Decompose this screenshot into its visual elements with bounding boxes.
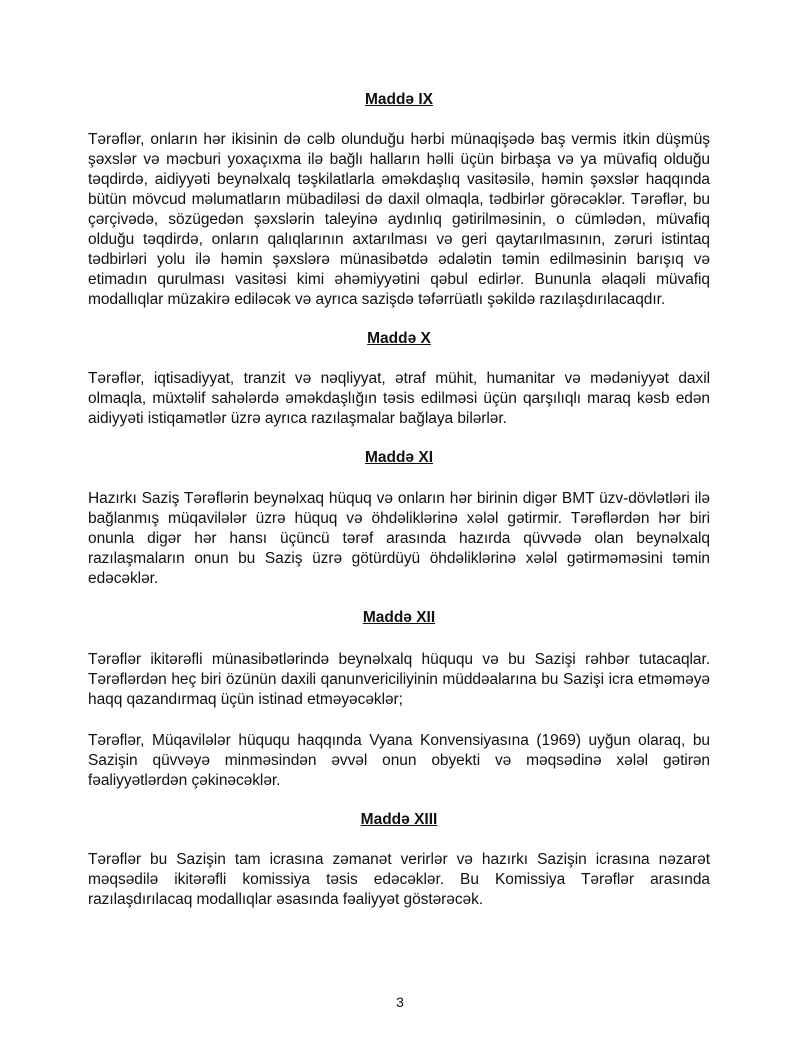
article-paragraph-ix: Tərəflər, onların hər ikisinin də cəlb olunduğu hərbi münaqişədə baş vermis itkin düşmüş şəxslər və məcburi yoxaçıxma ilə bağlı halların həlli üçün birbaşa və ya müvafiq olduğu təqdirdə, aidiyyəti beynəlxalq təşkilatlarla əməkdaşlıq vasitəsilə, həmin şəxslər haqqında bütün mövcud məlumatların mübadiləsi də daxil olmaqla, tədbirlər görəcəklər. Tərəflər, bu çərçivədə, sözügedən şəxslərin taleyinə aydınlıq gətirilməsinin, o cümlədən, müvafiq olduğu təqdirdə, onların qalıqlarının axtarılması və geri qaytarılmasının, zəruri istintaq tədbirləri yolu ilə həmin şəxslərə münasibətdə ədalətin təmin edilməsinin barışıq və etimadın qurulması vasitəsi kimi əhəmiyyətini qəbul edirlər. Bununla əlaqəli müvafiq modallıqlar müzakirə ediləcək və ayrıca sazişdə təfərrüatlı şəkildə razılaşdırılacaqdır.	[88, 131, 710, 308]
article-heading-xii: Maddə XII	[362, 609, 436, 626]
article-heading-xiii: Maddə XIII	[360, 811, 438, 828]
article-heading-xi: Maddə XI	[364, 449, 434, 466]
article-heading-x: Maddə X	[367, 330, 431, 347]
article-paragraph-x: Tərəflər, iqtisadiyyat, tranzit və nəqliyyat, ətraf mühit, humanitar və mədəniyyət daxil olmaqla, müxtəlif sahələrdə əməkdaşlığın təsis edilməsi üçün qarşılıqlı maraq kəsb edən aidiyyəti istiqamətlər üzrə ayrıca razılaşmalar bağlaya bilərlər.	[88, 370, 710, 427]
article-paragraph-xiii: Tərəflər bu Sazişin tam icrasına zəmanət verirlər və hazırkı Sazişin icrasına nəzarət məqsədilə ikitərəfli komissiya təsis edəcəklər. Bu Komissiya Tərəflər arasında razılaşdırılacaq modallıqlar əsasında fəaliyyət göstərəcək.	[88, 851, 710, 908]
article-heading-ix: Maddə IX	[364, 91, 434, 108]
page-number: 3	[396, 994, 404, 1010]
article-paragraph-xi: Hazırkı Saziş Tərəflərin beynəlxaq hüquq və onların hər birinin digər BMT üzv-dövlətləri ilə bağlanmış müqavilələr üzrə hüquq və öhdəliklərinə xələl gətirmir. Tərəflərdən hər biri onunla digər hər hansı üçüncü tərəf arasında hazırda qüvvədə olan beynəlxalq razılaşmaların onun bu Saziş üzrə götürdüyü öhdəliklərinə xələl gətirməməsini təmin edəcəklər.	[88, 490, 710, 587]
article-paragraph-xii-2: Tərəflər, Müqavilələr hüququ haqqında Vyana Konvensiyasına (1969) uyğun olaraq, bu Sazişin qüvvəyə minməsindən əvvəl onun obyekti və məqsədinə xələl gətirən fəaliyyətlərdən çəkinəcəklər.	[88, 732, 710, 789]
document-body	[88, 90, 710, 910]
article-paragraph-xii-1: Tərəflər ikitərəfli münasibətlərində beynəlxalq hüququ və bu Sazişi rəhbər tutacaqlar. Tərəflərdən heç biri özünün daxili qanunvericiliyinin müddəalarına bu Sazişi icra etməməyə haqq qazandırmaq üçün istinad etməyəcəklər;	[88, 651, 710, 708]
